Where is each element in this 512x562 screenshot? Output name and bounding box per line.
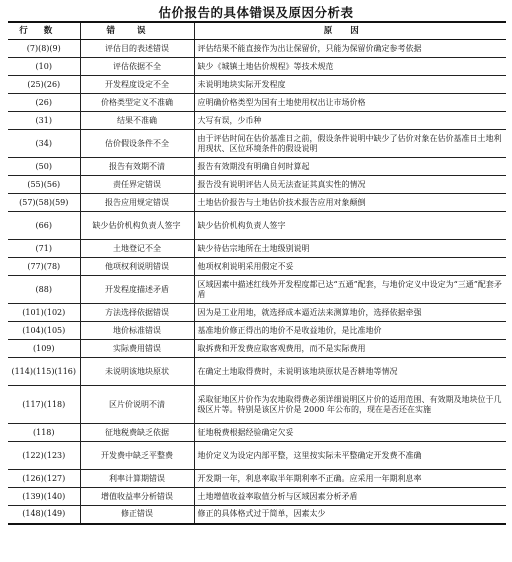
cell-error: 地价标准错误 — [80, 322, 194, 340]
cell-lines: (109) — [8, 340, 80, 358]
cell-error: 报告应用规定错误 — [80, 194, 194, 212]
cell-lines: (26) — [8, 94, 80, 112]
cell-reason: 征地税费根据经验确定欠妥 — [194, 424, 506, 442]
table-row — [8, 258, 506, 276]
cell-error: 征地税费缺乏依据 — [80, 424, 194, 442]
cell-error: 开发程度描述矛盾 — [80, 276, 194, 304]
cell-lines: (55)(56) — [8, 176, 80, 194]
cell-lines: (66) — [8, 212, 80, 240]
cell-reason: 土地估价报告与土地估价技术报告应用对象颠倒 — [194, 194, 506, 212]
table-row — [8, 304, 506, 322]
cell-reason: 大写有误，少币种 — [194, 112, 506, 130]
table-row — [8, 340, 506, 358]
table-row — [8, 506, 506, 524]
cell-error: 开发程度设定不全 — [80, 76, 194, 94]
cell-error: 修正错误 — [80, 506, 194, 524]
cell-lines: (101)(102) — [8, 304, 80, 322]
table-row — [8, 112, 506, 130]
cell-lines: (104)(105) — [8, 322, 80, 340]
table-header-row — [8, 22, 506, 40]
cell-lines: (25)(26) — [8, 76, 80, 94]
cell-error: 增值收益率分析错误 — [80, 488, 194, 506]
cell-error: 未说明该地块原状 — [80, 358, 194, 386]
cell-reason: 评估结果不能直接作为出让保留价，只能为保留价确定参考依据 — [194, 40, 506, 58]
cell-reason: 报告有效期没有明确自何时算起 — [194, 158, 506, 176]
cell-lines: (117)(118) — [8, 386, 80, 424]
table-row — [8, 130, 506, 158]
cell-reason: 缺少待估宗地所在土地级别说明 — [194, 240, 506, 258]
cell-error: 缺少估价机构负责人签字 — [80, 212, 194, 240]
table-row — [8, 386, 506, 424]
table-row — [8, 276, 506, 304]
cell-lines: (114)(115)(116) — [8, 358, 80, 386]
table-row — [8, 442, 506, 470]
cell-lines: (148)(149) — [8, 506, 80, 524]
table-row — [8, 488, 506, 506]
cell-error: 他项权利说明错误 — [80, 258, 194, 276]
table-row — [8, 94, 506, 112]
table-row — [8, 470, 506, 488]
cell-reason: 取拆费和开发费应取客观费用，而不是实际费用 — [194, 340, 506, 358]
cell-error: 估价假设条件不全 — [80, 130, 194, 158]
table-row — [8, 194, 506, 212]
cell-error: 区片价说明不清 — [80, 386, 194, 424]
table-row — [8, 424, 506, 442]
cell-lines: (118) — [8, 424, 80, 442]
cell-reason: 区域因素中描述红线外开发程度都已达“五通”配套，与地价定义中设定为“三通”配套矛盾 — [194, 276, 506, 304]
page-title: 估价报告的具体错误及原因分析表 — [158, 5, 354, 20]
cell-lines: (122)(123) — [8, 442, 80, 470]
cell-lines: (10) — [8, 58, 80, 76]
table-row — [8, 358, 506, 386]
cell-error: 实际费用错误 — [80, 340, 194, 358]
table-row — [8, 176, 506, 194]
cell-reason: 报告没有说明评估人员无法查证其真实性的情况 — [194, 176, 506, 194]
cell-error: 开发费中缺乏平整费 — [80, 442, 194, 470]
cell-reason: 因为是工业用地，就选择成本逼近法来测算地价，选择依据牵强 — [194, 304, 506, 322]
table-row — [8, 240, 506, 258]
cell-lines: (77)(78) — [8, 258, 80, 276]
cell-lines: (88) — [8, 276, 80, 304]
cell-reason: 缺少估价机构负责人签字 — [194, 212, 506, 240]
table-row — [8, 158, 506, 176]
cell-error: 价格类型定义不准确 — [80, 94, 194, 112]
cell-error: 评估目的表述错误 — [80, 40, 194, 58]
cell-lines: (34) — [8, 130, 80, 158]
cell-lines: (50) — [8, 158, 80, 176]
cell-lines: (57)(58)(59) — [8, 194, 80, 212]
header-reason: 原因 — [194, 22, 506, 40]
cell-error: 利率计算期错误 — [80, 470, 194, 488]
table-row — [8, 212, 506, 240]
cell-lines: (31) — [8, 112, 80, 130]
header-lines: 行数 — [8, 22, 80, 40]
cell-reason: 应明确价格类型为国有土地使用权出让市场价格 — [194, 94, 506, 112]
cell-reason: 未说明地块实际开发程度 — [194, 76, 506, 94]
cell-reason: 基准地价修正得出的地价不是收益地价，是比准地价 — [194, 322, 506, 340]
table-row — [8, 322, 506, 340]
cell-lines: (71) — [8, 240, 80, 258]
header-error: 错误 — [80, 22, 194, 40]
cell-error: 评估依据不全 — [80, 58, 194, 76]
cell-error: 报告有效期不清 — [80, 158, 194, 176]
cell-reason: 采取征地区片价作为农地取得费必须详细说明区片价的适用范围、有效期及地块位于几级区片等。特别是该区片价是 2000 年公布的，现在是否还在实施 — [194, 386, 506, 424]
cell-reason: 缺少《城镇土地估价规程》等技术规范 — [194, 58, 506, 76]
cell-reason: 开发期一年，利息率取半年期利率不正确。应采用一年期利息率 — [194, 470, 506, 488]
table-row — [8, 40, 506, 58]
error-analysis-table — [8, 21, 506, 525]
cell-error: 方法选择依据错误 — [80, 304, 194, 322]
cell-error: 土地登记不全 — [80, 240, 194, 258]
cell-error: 结果不准确 — [80, 112, 194, 130]
cell-reason: 由于评估时间在估价基准日之前，假设条件说明中缺少了估价对象在估价基准日土地利用现状、区位环境条件的假设说明 — [194, 130, 506, 158]
cell-error: 责任界定错误 — [80, 176, 194, 194]
cell-lines: (126)(127) — [8, 470, 80, 488]
cell-lines: (139)(140) — [8, 488, 80, 506]
cell-reason: 地价定义为设定内部平整，这里按实际未平整确定开发费不准确 — [194, 442, 506, 470]
cell-reason: 他项权利说明采用假定不妥 — [194, 258, 506, 276]
cell-lines: (7)(8)(9) — [8, 40, 80, 58]
cell-reason: 在确定土地取得费时，未说明该地块原状是否耕地等情况 — [194, 358, 506, 386]
table-row — [8, 76, 506, 94]
table-row — [8, 58, 506, 76]
cell-reason: 土地增值收益率取值分析与区域因素分析矛盾 — [194, 488, 506, 506]
cell-reason: 修正的具体格式过于简单，因素太少 — [194, 506, 506, 524]
